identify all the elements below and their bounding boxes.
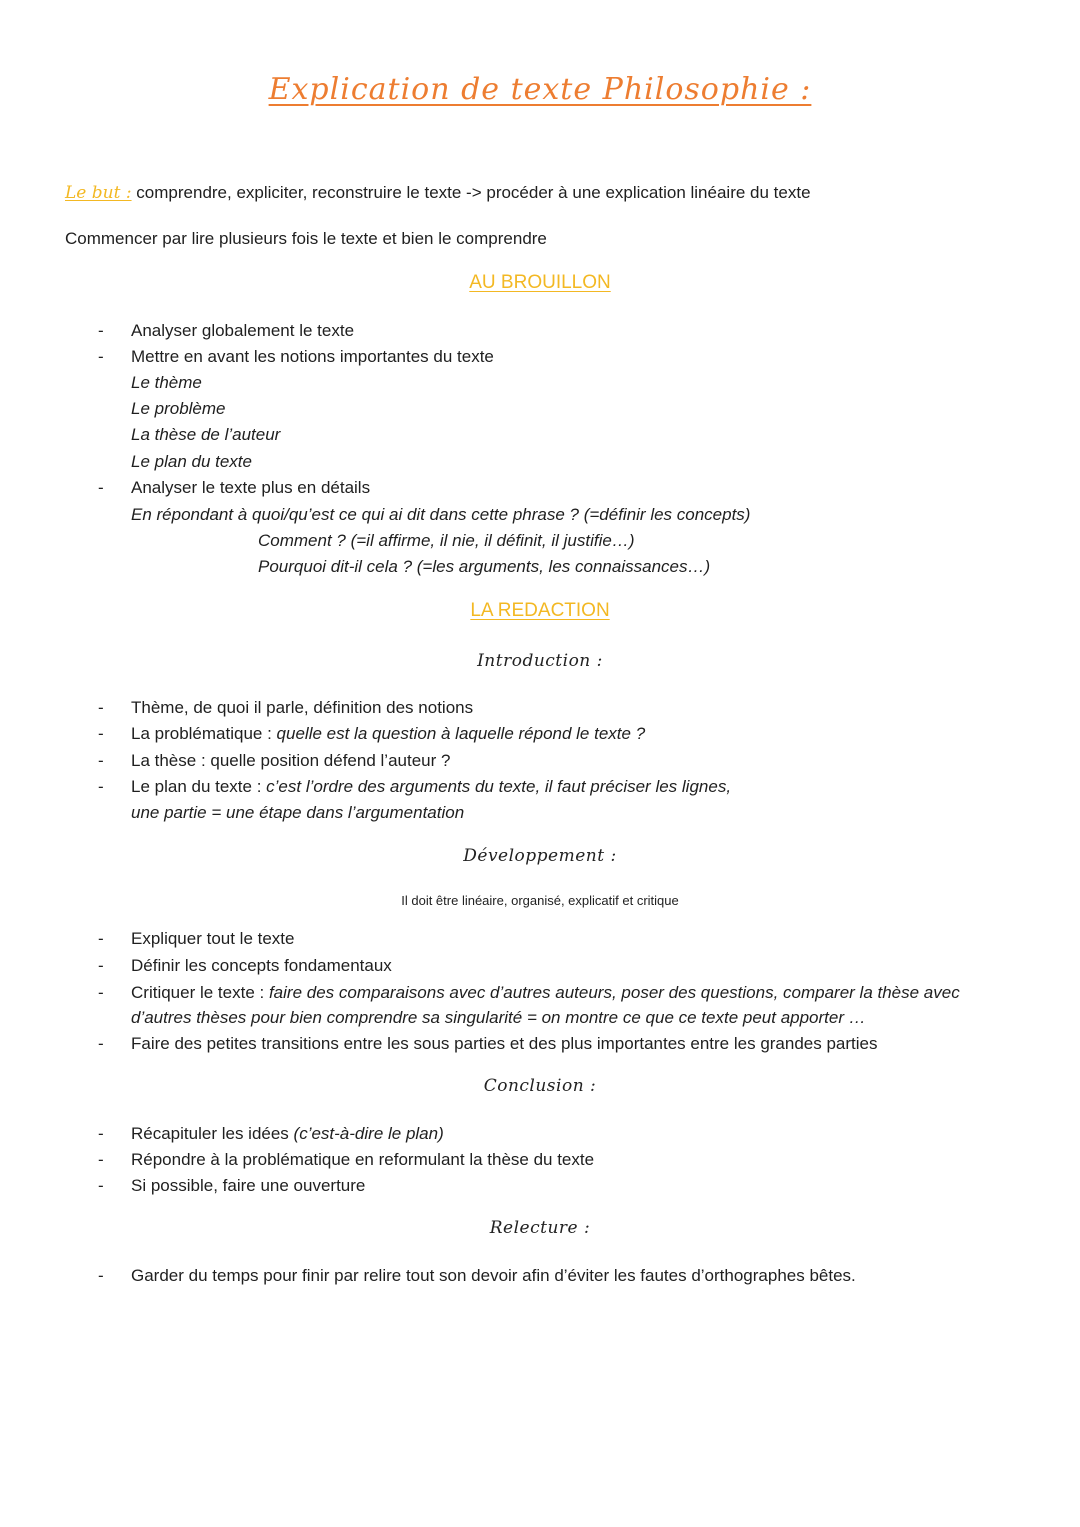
sub-item: Le thème: [131, 373, 202, 392]
bullet-dash: -: [98, 751, 104, 770]
list-item: La problématique : quelle est la question à laquelle répond le texte ?: [131, 724, 646, 743]
nested-sub-item: Pourquoi dit-il cela ? (=les arguments, les connaissances…): [258, 557, 711, 576]
goal-text: comprendre, expliciter, reconstruire le texte -> procéder à une explication linéaire du texte: [136, 183, 811, 202]
bullet-dash: -: [98, 983, 104, 1002]
list-item: Analyser globalement le texte: [131, 321, 355, 340]
list-item: Le plan du texte : c’est l’ordre des arguments du texte, il faut préciser les lignes,: [131, 777, 732, 796]
sub-item: Le plan du texte: [131, 452, 252, 471]
bullet-dash: -: [98, 956, 104, 975]
bullet-dash: -: [98, 478, 104, 497]
list-item: Si possible, faire une ouverture: [131, 1176, 366, 1195]
list-item: La thèse : quelle position défend l’auteur ?: [131, 751, 451, 770]
bullet-dash: -: [98, 929, 104, 948]
section-heading-redaction: LA REDACTION: [470, 600, 610, 621]
list-item: Garder du temps pour finir par relire tout son devoir afin d’éviter les fautes d’orthographes bêtes.: [131, 1266, 856, 1285]
bullet-dash: -: [98, 1176, 104, 1195]
developpement-caption: Il doit être linéaire, organisé, explicatif et critique: [401, 893, 679, 908]
page-title: Explication de texte Philosophie :: [268, 72, 812, 107]
reading-instruction: Commencer par lire plusieurs fois le texte et bien le comprendre: [65, 229, 547, 248]
list-item: Critiquer le texte : faire des comparaisons avec d’autres auteurs, poser des questions, comparer la thèse avec: [131, 983, 960, 1002]
subheading-relecture: Relecture :: [489, 1218, 591, 1238]
nested-sub-item: Comment ? (=il affirme, il nie, il définit, il justifie…): [258, 531, 635, 550]
subheading-developpement: Développement :: [463, 846, 617, 866]
bullet-dash: -: [98, 321, 104, 340]
list-item: Définir les concepts fondamentaux: [131, 956, 392, 975]
bullet-dash: -: [98, 347, 104, 366]
bullet-dash: -: [98, 1034, 104, 1053]
list-item: Répondre à la problématique en reformulant la thèse du texte: [131, 1150, 595, 1169]
list-item-continuation: une partie = une étape dans l’argumentation: [131, 803, 465, 822]
list-item: Expliquer tout le texte: [131, 929, 295, 948]
list-item: Récapituler les idées (c’est-à-dire le plan): [131, 1124, 444, 1143]
sub-item: En répondant à quoi/qu’est ce qui ai dit dans cette phrase ? (=définir les concepts): [131, 505, 751, 524]
subheading-introduction: Introduction :: [477, 651, 603, 671]
list-item-continuation: d’autres thèses pour bien comprendre sa singularité = on montre ce que ce texte peut apporter …: [131, 1008, 866, 1027]
bullet-dash: -: [98, 777, 104, 796]
subheading-conclusion: Conclusion :: [483, 1076, 597, 1096]
bullet-dash: -: [98, 1124, 104, 1143]
bullet-dash: -: [98, 724, 104, 743]
sub-item: La thèse de l’auteur: [131, 425, 281, 444]
list-item: Faire des petites transitions entre les sous parties et des plus importantes entre les grandes parties: [131, 1034, 878, 1053]
bullet-dash: -: [98, 1150, 104, 1169]
bullet-dash: -: [98, 1266, 104, 1285]
section-heading-brouillon: AU BROUILLON: [469, 272, 611, 293]
list-item: Mettre en avant les notions importantes du texte: [131, 347, 494, 366]
bullet-dash: -: [98, 698, 104, 717]
list-item: Thème, de quoi il parle, définition des notions: [131, 698, 474, 717]
list-item: Analyser le texte plus en détails: [131, 478, 371, 497]
goal-label: Le but :: [65, 183, 132, 203]
sub-item: Le problème: [131, 399, 226, 418]
goal-line: [65, 183, 811, 203]
